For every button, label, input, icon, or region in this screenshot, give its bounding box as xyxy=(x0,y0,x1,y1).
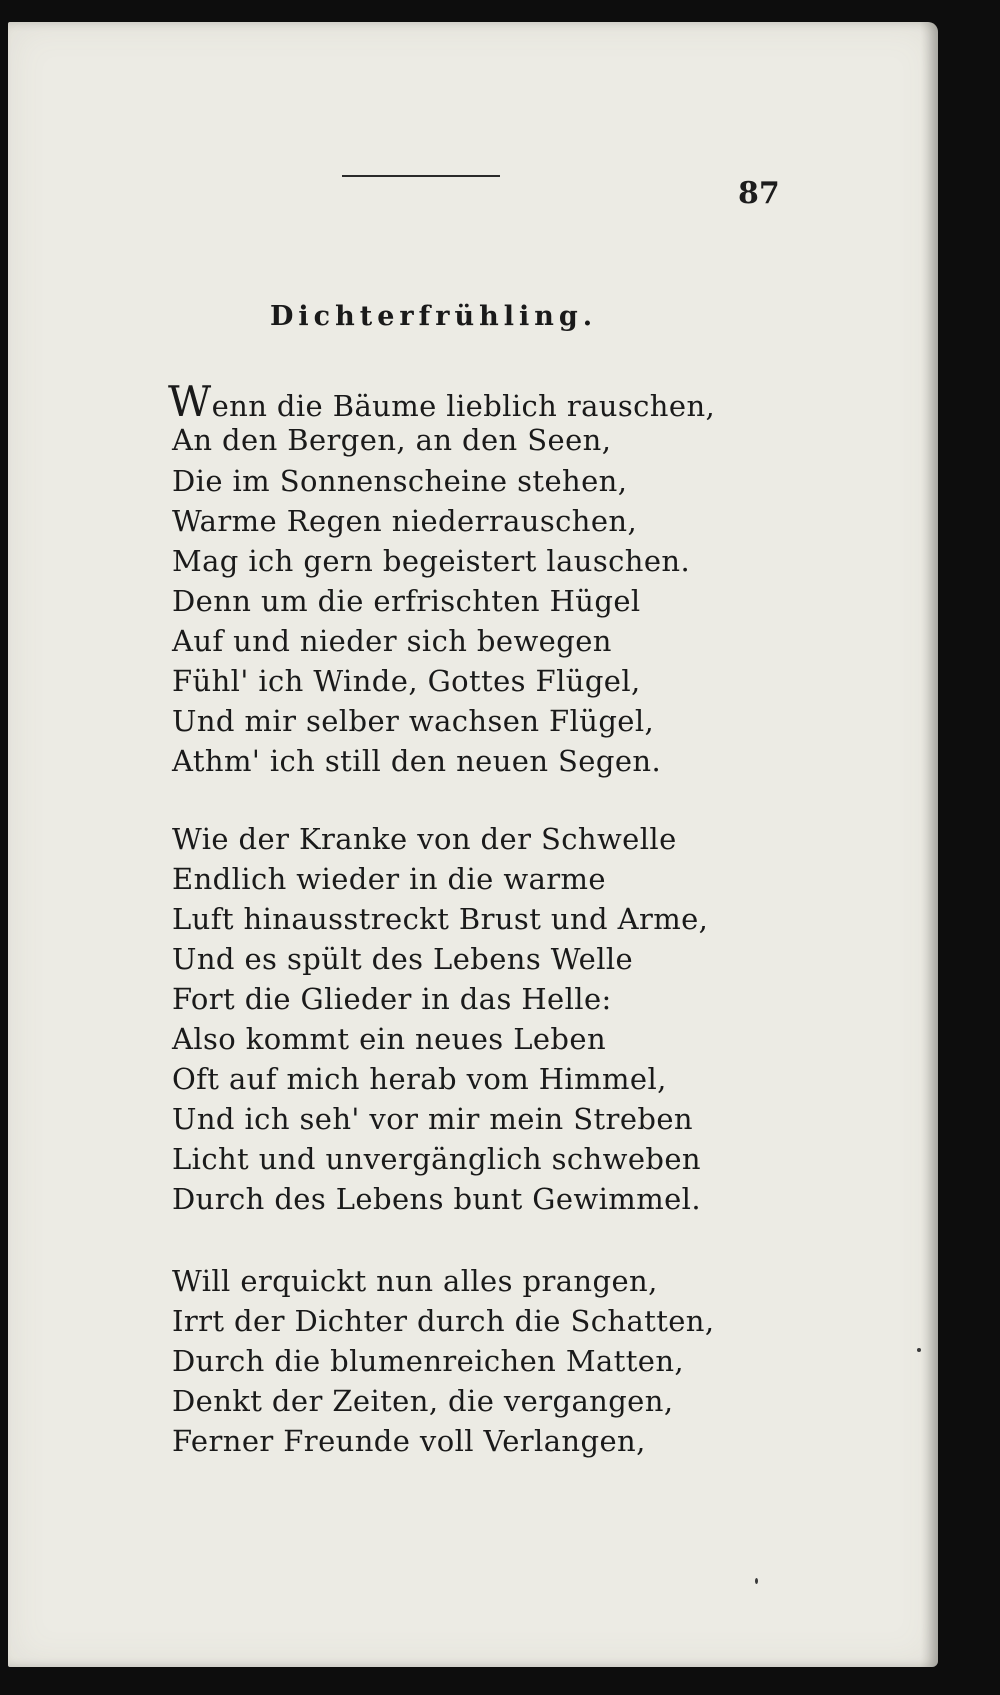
verse-line: Warme Regen niederrauschen, xyxy=(172,504,638,538)
verse-line: Fühl' ich Winde, Gottes Flügel, xyxy=(172,664,641,698)
verse-line: Denn um die erfrischten Hügel xyxy=(172,584,641,618)
verse-line: Licht und unvergänglich schweben xyxy=(172,1142,701,1176)
paper-speck xyxy=(917,1348,921,1352)
verse-line: Auf und nieder sich bewegen xyxy=(172,624,612,658)
page-spine-shadow xyxy=(920,22,938,1667)
verse-line: Durch die blumenreichen Matten, xyxy=(172,1344,685,1378)
verse-line: Wenn die Bäume lieblich rauschen, xyxy=(168,377,716,426)
page-number: 87 xyxy=(738,176,780,211)
poem-title: Dichterfrühling. xyxy=(270,301,598,332)
verse-line: Athm' ich still den neuen Segen. xyxy=(172,744,662,778)
verse-line: Mag ich gern begeistert lauschen. xyxy=(172,544,691,578)
verse-line: Die im Sonnenscheine stehen, xyxy=(172,464,628,498)
verse-line: Denkt der Zeiten, die vergangen, xyxy=(172,1384,674,1418)
verse-line: Und mir selber wachsen Flügel, xyxy=(172,704,655,738)
verse-line: Durch des Lebens bunt Gewimmel. xyxy=(172,1182,701,1216)
verse-line: An den Bergen, an den Seen, xyxy=(172,423,612,457)
verse-line: Will erquickt nun alles prangen, xyxy=(172,1264,658,1298)
verse-line: Fort die Glieder in das Helle: xyxy=(172,982,612,1016)
verse-line: Und es spült des Lebens Welle xyxy=(172,942,634,976)
verse-line: Irrt der Dichter durch die Schatten, xyxy=(172,1304,715,1338)
verse-line: Endlich wieder in die warme xyxy=(172,862,606,896)
drop-cap: W xyxy=(168,377,212,426)
verse-line: Oft auf mich herab vom Himmel, xyxy=(172,1062,667,1096)
verse-line: Ferner Freunde voll Verlangen, xyxy=(172,1424,646,1458)
header-rule xyxy=(342,175,500,177)
verse-line: Und ich seh' vor mir mein Streben xyxy=(172,1102,693,1136)
verse-line: Luft hinausstreckt Brust und Arme, xyxy=(172,902,709,936)
verse-line: Also kommt ein neues Leben xyxy=(172,1022,607,1056)
verse-line: Wie der Kranke von der Schwelle xyxy=(172,822,677,856)
paper-speck xyxy=(755,1578,758,1584)
